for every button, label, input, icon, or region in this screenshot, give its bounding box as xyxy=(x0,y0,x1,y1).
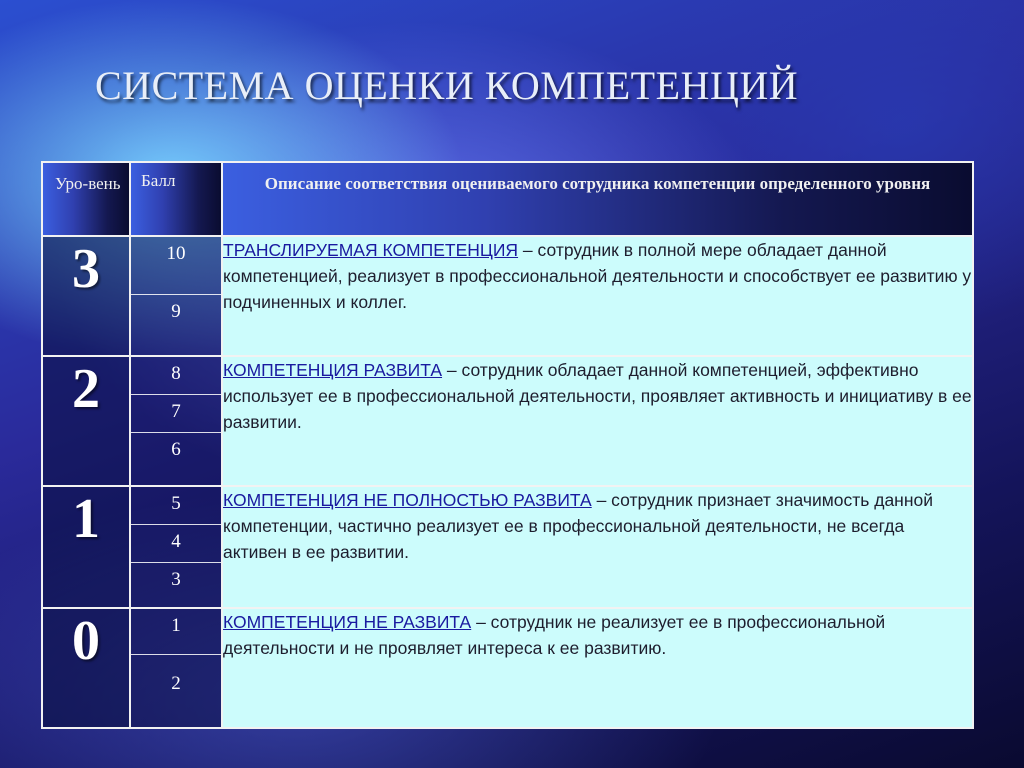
slide-title: СИСТЕМА ОЦЕНКИ КОМПЕТЕНЦИЙ xyxy=(95,63,799,108)
table-row xyxy=(42,236,973,356)
description-cell xyxy=(222,236,973,356)
score-value: 2 xyxy=(171,673,181,694)
description-cell xyxy=(222,356,973,486)
level-cell: 1 xyxy=(42,486,130,608)
competency-term: КОМПЕТЕНЦИЯ НЕ РАЗВИТА xyxy=(223,612,472,632)
level-cell: 2 xyxy=(42,356,130,486)
score-cell xyxy=(130,356,222,486)
description-cell xyxy=(222,486,973,608)
header-description: Описание соответствия оцениваемого сотрудника компетенции определенного уровня xyxy=(222,162,973,236)
score-value: 4 xyxy=(131,525,221,563)
competency-term: КОМПЕТЕНЦИЯ НЕ ПОЛНОСТЬЮ РАЗВИТА xyxy=(223,490,592,510)
header-level: Уро-вень xyxy=(42,162,130,236)
score-value: 6 xyxy=(171,439,181,460)
table-row xyxy=(42,486,973,608)
level-cell: 0 xyxy=(42,608,130,728)
competency-text: – сотрудник признает значимость данной компетенции, частично реализует ее в профессиональной деятельности, не всегда активен в ее развитии. xyxy=(223,490,934,562)
score-cell xyxy=(130,608,222,728)
score-value: 1 xyxy=(131,609,221,655)
score-cell xyxy=(130,486,222,608)
description-cell xyxy=(222,608,973,728)
score-cell xyxy=(130,236,222,356)
competency-table xyxy=(41,161,974,729)
score-value: 3 xyxy=(171,569,181,590)
level-cell: 3 xyxy=(42,236,130,356)
competency-text: – сотрудник в полной мере обладает данной компетенцией, реализует в профессиональной деятельности и способствует ее развитию у подчиненных и коллег. xyxy=(223,240,972,312)
competency-term: ТРАНСЛИРУЕМАЯ КОМПЕТЕНЦИЯ xyxy=(223,240,519,260)
score-value: 10 xyxy=(131,237,221,295)
score-value: 5 xyxy=(131,487,221,525)
competency-term: КОМПЕТЕНЦИЯ РАЗВИТА xyxy=(223,360,443,380)
header-score: Балл xyxy=(130,162,222,236)
table-row xyxy=(42,356,973,486)
table-row xyxy=(42,608,973,728)
competency-text: – сотрудник не реализует ее в профессиональной деятельности и не проявляет интереса к ее развитию. xyxy=(223,612,886,658)
score-value: 7 xyxy=(131,395,221,433)
competency-text: – сотрудник обладает данной компетенцией, эффективно использует ее в профессиональной деятельности, проявляет активность и инициативу в ее развитии. xyxy=(223,360,972,432)
score-value: 9 xyxy=(171,301,181,322)
score-value: 8 xyxy=(131,357,221,395)
table-header-row xyxy=(42,162,973,236)
